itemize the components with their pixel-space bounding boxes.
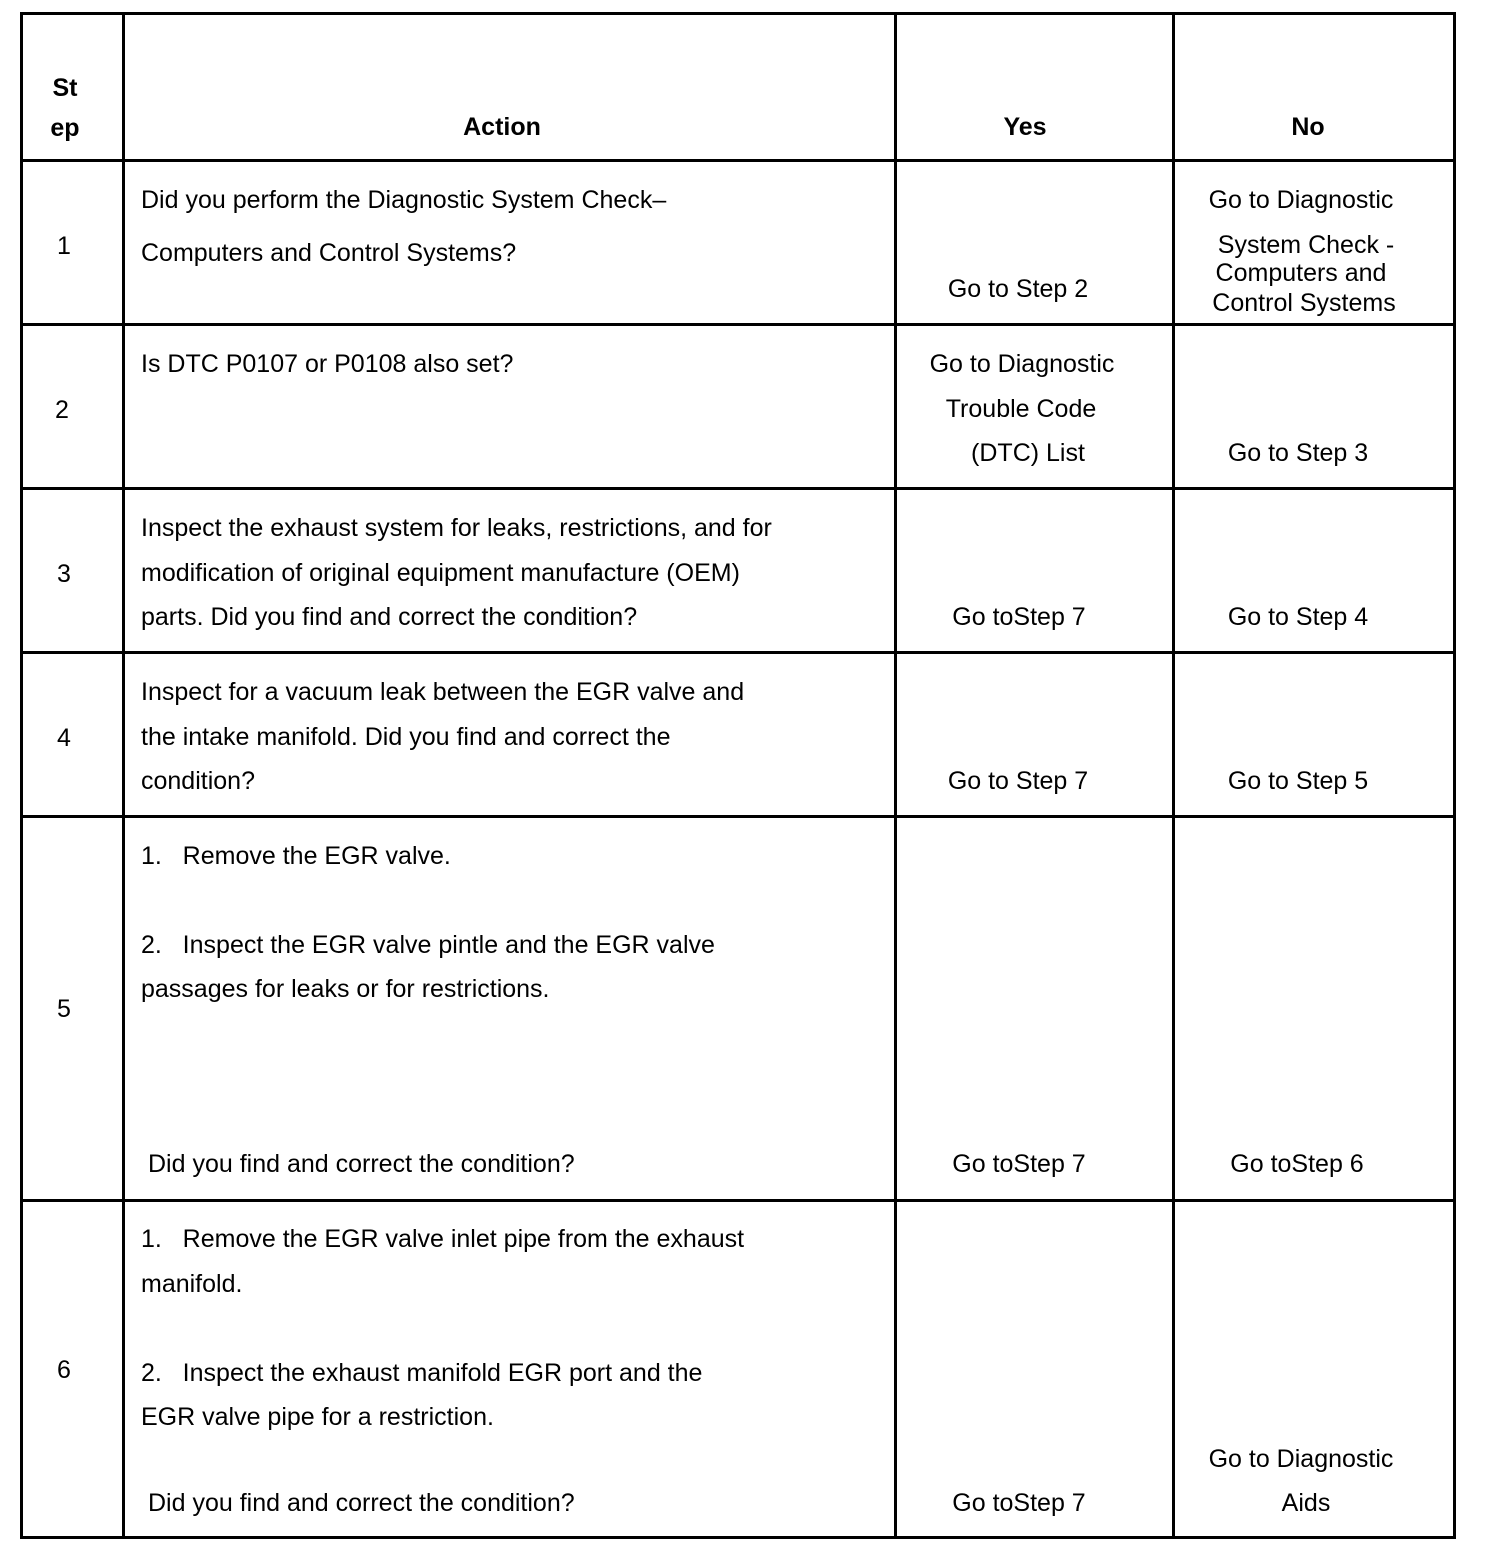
yes-text: Go to Diagnostic <box>929 350 1115 378</box>
column-divider <box>894 12 897 1539</box>
header-step-line1: St <box>52 74 78 102</box>
yes-text: (DTC) List <box>971 439 1085 467</box>
column-divider <box>1172 12 1175 1539</box>
row-divider <box>20 1199 1456 1202</box>
header-action: Action <box>463 113 541 141</box>
yes-text: Go to Step 2 <box>947 275 1089 303</box>
header-step-line2: ep <box>50 114 80 142</box>
step-number: 2 <box>55 396 69 424</box>
action-text: modification of original equipment manufacture (OEM) <box>141 559 740 587</box>
action-text: 2. Inspect the EGR valve pintle and the EGR valve <box>141 931 715 959</box>
row-divider <box>20 159 1456 162</box>
no-text: System Check - <box>1217 231 1395 259</box>
no-text: Go to Step 4 <box>1227 603 1369 631</box>
no-text: Go to Step 5 <box>1227 767 1369 795</box>
yes-text: Go toStep 7 <box>952 1489 1086 1517</box>
yes-text: Go toStep 7 <box>952 603 1086 631</box>
no-text: Go to Diagnostic <box>1208 186 1394 214</box>
action-text: 2. Inspect the exhaust manifold EGR port and the <box>141 1359 703 1387</box>
row-divider <box>20 651 1456 654</box>
no-text: Computers and <box>1215 259 1387 287</box>
action-text: Computers and Control Systems? <box>141 239 517 267</box>
row-divider <box>20 487 1456 490</box>
action-text: Did you find and correct the condition? <box>148 1150 575 1178</box>
no-text: Go to Diagnostic <box>1208 1445 1394 1473</box>
action-text: EGR valve pipe for a restriction. <box>141 1403 494 1431</box>
action-text: Is DTC P0107 or P0108 also set? <box>141 350 514 378</box>
no-text: Go to Step 3 <box>1227 439 1369 467</box>
action-text: Inspect for a vacuum leak between the EGR valve and <box>141 678 745 706</box>
yes-text: Go to Step 7 <box>947 767 1089 795</box>
action-text: parts. Did you find and correct the condition? <box>141 603 638 631</box>
step-number: 3 <box>57 560 71 588</box>
action-text: Did you perform the Diagnostic System Check– <box>141 186 667 214</box>
action-text: Inspect the exhaust system for leaks, restrictions, and for <box>141 514 772 542</box>
no-text: Control Systems <box>1212 289 1396 317</box>
header-yes: Yes <box>1003 113 1047 141</box>
action-text: Did you find and correct the condition? <box>148 1489 575 1517</box>
step-number: 1 <box>57 232 71 260</box>
action-text: the intake manifold. Did you find and correct the <box>141 723 671 751</box>
no-text: Go toStep 6 <box>1230 1150 1364 1178</box>
step-number: 5 <box>57 995 71 1023</box>
action-text: manifold. <box>141 1270 243 1298</box>
step-number: 6 <box>57 1356 71 1384</box>
no-text: Aids <box>1281 1489 1331 1517</box>
action-text: passages for leaks or for restrictions. <box>141 975 550 1003</box>
step-number: 4 <box>57 724 71 752</box>
yes-text: Go toStep 7 <box>952 1150 1086 1178</box>
row-divider <box>20 815 1456 818</box>
action-text: 1. Remove the EGR valve inlet pipe from the exhaust <box>141 1225 745 1253</box>
action-text: 1. Remove the EGR valve. <box>141 842 451 870</box>
row-divider <box>20 323 1456 326</box>
yes-text: Trouble Code <box>945 395 1097 423</box>
action-text: condition? <box>141 767 255 795</box>
header-no: No <box>1291 113 1325 141</box>
column-divider <box>122 12 125 1539</box>
